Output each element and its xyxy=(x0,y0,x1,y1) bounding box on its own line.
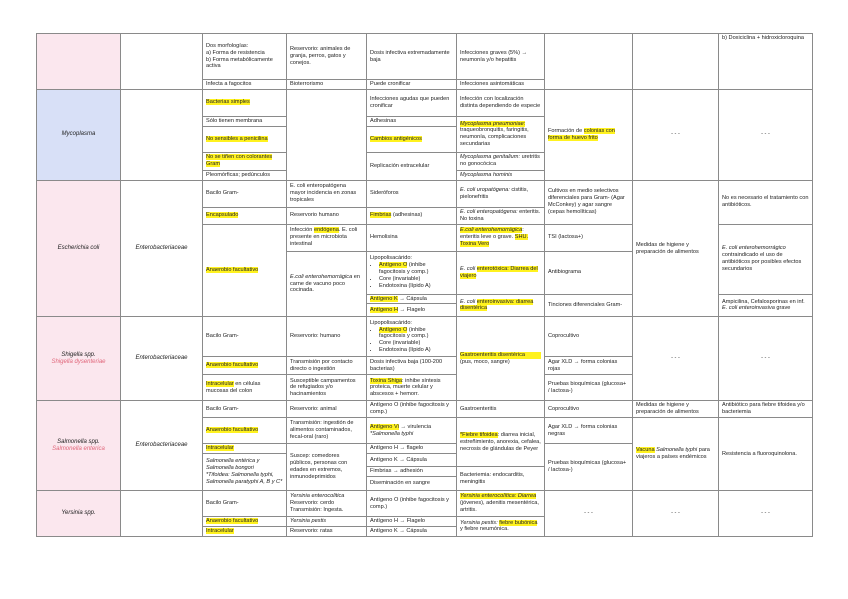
morphology-cell: Intracelular en células mucosas del colon xyxy=(203,375,287,401)
epidemiology-cell: Bioterrorismo xyxy=(287,80,367,90)
morphology-cell: No se tiñen con colorantes Gram xyxy=(203,152,287,170)
organism-name-shigella: Shigella spp. Shigella dysenteriae xyxy=(37,317,121,401)
morphology-cell: Sólo tienen membrana xyxy=(203,116,287,126)
prevention-cell: Medidas de higiene y preparación de alimentos xyxy=(633,401,719,418)
clinical-cell: Mycoplasma pneumoniae: traqueobronquitis, faringitis, neumonía, complicaciones secundarias xyxy=(457,116,545,152)
morphology-cell: Bacilo Gram- xyxy=(203,180,287,207)
pathogenesis-cell: Antígeno H → Flagelo xyxy=(367,517,457,527)
pathogenesis-cell: Cambios antigénicos xyxy=(367,126,457,152)
pathogenesis-cell: Antígeno K → Cápsula xyxy=(367,454,457,467)
clinical-cell: Infecciones asintomáticas xyxy=(457,80,545,90)
treatment-cell: - - - xyxy=(719,491,813,537)
pathogenesis-cell: Antígeno H → Flagelo xyxy=(367,304,457,317)
clinical-cell: Infecciones graves (5%) → neumonía y/o hepatitis xyxy=(457,34,545,80)
pathogenesis-cell: Infecciones agudas que pueden cronificar xyxy=(367,89,457,116)
diagnosis-cell xyxy=(545,34,633,90)
pathogenesis-cell: Hemolisina xyxy=(367,224,457,251)
diagnosis-cell: Pruebas bioquímicas (glucosa+ / lactosa-) xyxy=(545,444,633,491)
clinical-cell: E. coli enteroinvasiva: diarrea disentérica xyxy=(457,294,545,317)
diagnosis-cell: Agar XLD → forma colonias negras xyxy=(545,418,633,444)
treatment-cell: Resistencia a fluoroquinolona. xyxy=(719,418,813,491)
pathogenesis-cell: Fimbrias (adhesinas) xyxy=(367,207,457,224)
lps-list xyxy=(370,327,453,355)
list-item: • Core (invariable) xyxy=(379,276,453,283)
prevention-cell: Vacuna Salmonella typhi para viajeros a países endémicos xyxy=(633,418,719,491)
diagnosis-cell: - - - xyxy=(545,491,633,537)
family-cell xyxy=(121,491,203,537)
list-item: • Antígeno O (inhibe fagocitosis y comp.) xyxy=(379,327,453,341)
morphology-cell: Dos morfologías: a) Forma de resistencia b) Forma metabólicamente activa xyxy=(203,34,287,80)
treatment-cell: Ampicilina, Cefalosporinas en inf. E. coli enteroinvasiva grave xyxy=(719,294,813,317)
pathogenesis-cell: Antígeno K → Cápsula xyxy=(367,294,457,304)
epidemiology-cell: Reservorio: animal xyxy=(287,401,367,418)
clinical-cell: Yersinia enterocolítica: Diarrea (jóvenes), adenitis mesentérica, artritis. xyxy=(457,491,545,517)
prevention-cell: - - - xyxy=(633,491,719,537)
epidemiology-cell: Reservorio: animales de granja, perros, gatos y conejos. xyxy=(287,34,367,80)
family-name: Enterobacteriaceae xyxy=(121,180,203,317)
diagnosis-cell: Agar XLD → forma colonias rojas xyxy=(545,357,633,375)
diagnosis-cell: Pruebas bioquímicas (glucosa+ / lactosa-) xyxy=(545,375,633,401)
morphology-cell: Anaerobio facultativo xyxy=(203,357,287,375)
treatment-cell: Antibiótico para fiebre tifoidea y/o bacteriemia xyxy=(719,401,813,418)
treatment-cell: - - - xyxy=(719,317,813,401)
clinical-cell: E. coli enterotóxica: Diarrea del viajero xyxy=(457,251,545,294)
prevention-cell: Medidas de higiene y preparación de alimentos xyxy=(633,180,719,317)
clinical-cell: Mycoplasma genitalium: uretritis no gonocócica xyxy=(457,152,545,170)
diagnosis-cell: Cultivos en medio selectivos diferenciales para Gram- (Agar McConkey) y agar sangre (cepas hemolíticas) xyxy=(545,180,633,224)
clinical-cell: E.coli enterohemorrágica: enteritis leve o grave. SHU. Toxina Vero xyxy=(457,224,545,251)
family-name: Enterobacteriaceae xyxy=(121,317,203,401)
list-item: • Core (invariable) xyxy=(379,340,453,347)
pathogenesis-cell: Replicación extracelular xyxy=(367,152,457,180)
pathogenesis-cell: Diseminación en sangre xyxy=(367,477,457,491)
list-item: • Antígeno O (inhibe fagocitosis y comp.) xyxy=(379,262,453,276)
pathogenesis-cell: Antígeno O (inhibe fagocitosis y comp.) xyxy=(367,401,457,418)
diagnosis-cell: TSI (lactosa+) xyxy=(545,224,633,251)
treatment-cell: - - - xyxy=(719,89,813,180)
morphology-cell: Bacilo Gram- xyxy=(203,491,287,517)
clinical-cell: Yersinia pestis: fiebre bubónica y fiebre neumónica. xyxy=(457,517,545,537)
pathogenesis-cell: Lipopolisacárido: • Antígeno O (inhibe fagocitosis y comp.) • Core (invariable) • Endotoxina (lípido A) xyxy=(367,317,457,357)
epidemiology-cell: E.coli enterohemorrágica en carne de vacuno poco cocinada. xyxy=(287,251,367,317)
morphology-cell: Bacilo Gram- xyxy=(203,401,287,418)
document-table-wrapper xyxy=(36,33,812,537)
epidemiology-cell: Yersinia pestis xyxy=(287,517,367,527)
epidemiology-cell: Reservorio: ratas xyxy=(287,526,367,536)
clinical-cell: Mycoplasma hominis xyxy=(457,170,545,180)
epidemiology-cell xyxy=(287,89,367,180)
organism-name-ecoli: Escherichia coli xyxy=(37,180,121,317)
organism-name-yersinia: Yersinia spp. xyxy=(37,491,121,537)
morphology-cell: Anaerobio facultativo xyxy=(203,517,287,527)
family-cell xyxy=(121,89,203,180)
pathogenesis-cell: Sideróforos xyxy=(367,180,457,207)
organism-name-salmonella: Salmonella spp. Salmonella enterica xyxy=(37,401,121,491)
pathogenesis-cell: Fimbrias → adhesión xyxy=(367,467,457,477)
epidemiology-cell: Transmisión por contacto directo o ingestión xyxy=(287,357,367,375)
prevention-cell: - - - xyxy=(633,89,719,180)
morphology-cell: No sensibles a penicilina xyxy=(203,126,287,152)
morphology-cell: Intracelular xyxy=(203,444,287,454)
pathogenesis-cell: Antígeno Vi → virulencia *Salmonella typhi xyxy=(367,418,457,444)
family-name: Enterobacteriaceae xyxy=(121,401,203,491)
treatment-cell: E. coli enterohemorrágico contraindicado el uso de antibióticos por posibles efectos secundarios xyxy=(719,224,813,294)
list-item: • Endotoxina (lípido A) xyxy=(379,347,453,354)
clinical-cell: Infección con localización distinta dependiendo de especie xyxy=(457,89,545,116)
morphology-cell: Pleomórficas; pedúnculos xyxy=(203,170,287,180)
treatment-cell: No es necesario el tratamiento con antibióticos. xyxy=(719,180,813,224)
lps-list xyxy=(370,262,453,290)
organism-name-mycoplasma: Mycoplasma xyxy=(37,89,121,180)
morphology-cell: Intracelular xyxy=(203,526,287,536)
epidemiology-cell: Susceptible campamentos de refugiados y/o hacinamientos xyxy=(287,375,367,401)
pathogenesis-cell: Puede cronificar xyxy=(367,80,457,90)
prevention-cell xyxy=(633,34,719,90)
pathogenesis-cell: Dosis infectiva extremadamente baja xyxy=(367,34,457,80)
clinical-cell: E. coli enteropatógena: enteritis. No toxina xyxy=(457,207,545,224)
epidemiology-cell: Reservorio humano xyxy=(287,207,367,224)
prevention-cell: - - - xyxy=(633,317,719,401)
morphology-cell: Anaerobio facultativo xyxy=(203,418,287,444)
organism-cell xyxy=(37,34,121,90)
pathogenesis-cell: Toxina Shiga: inhibe síntesis proteica, muerte celular y abscesos + hemorr. xyxy=(367,375,457,401)
clinical-cell: Bacteriemia: endocarditis, meningitis xyxy=(457,467,545,491)
clinical-cell: Gastroenteritis xyxy=(457,401,545,418)
epidemiology-cell: E. coli enteropatógena mayor incidencia en zonas tropicales xyxy=(287,180,367,207)
morphology-cell: Infecta a fagocitos xyxy=(203,80,287,90)
diagnosis-cell: Coprocultivo xyxy=(545,317,633,357)
morphology-cell: Salmonella entérica y Salmonella bongori *Tifoidea: Salmonella typhi, Salmonella paratyphi A, B y C* xyxy=(203,454,287,491)
morphology-cell: Anaerobio facultativo xyxy=(203,224,287,317)
morphology-cell: Bacterias simples xyxy=(203,89,287,116)
diagnosis-cell: Antibiograma xyxy=(545,251,633,294)
pathogenesis-cell: Antígeno O (inhibe fagocitosis y comp.) xyxy=(367,491,457,517)
morphology-cell: Encapsulado xyxy=(203,207,287,224)
pathogenesis-cell: Antígeno H → flagelo xyxy=(367,444,457,454)
clinical-cell: E. coli uropatógena: cistitis, pielonefritis xyxy=(457,180,545,207)
list-item: • Endotoxina (lípido A) xyxy=(379,283,453,290)
epidemiology-cell: Transmisión: ingestión de alimentos contaminados, fecal-oral (raro) xyxy=(287,418,367,444)
diagnosis-cell: Coprocultivo xyxy=(545,401,633,418)
family-cell xyxy=(121,34,203,90)
bacteria-table xyxy=(36,33,813,537)
epidemiology-cell: Suscep: comedores públicos, personas con edades en extremos, inmunodeprimidos xyxy=(287,444,367,491)
pathogenesis-cell: Antígeno K → Cápsula xyxy=(367,526,457,536)
pathogenesis-cell: Adhesinas xyxy=(367,116,457,126)
epidemiology-cell: Reservorio: humano xyxy=(287,317,367,357)
clinical-cell: Gastroenteritis disentérica (pus, moco, sangre) xyxy=(457,317,545,401)
epidemiology-cell: Infección endógena. E. coli presente en microbiota intestinal xyxy=(287,224,367,251)
diagnosis-cell: Tinciones diferenciales Gram- xyxy=(545,294,633,317)
morphology-cell: Bacilo Gram- xyxy=(203,317,287,357)
epidemiology-cell: Yersinia enterocolitica Reservorio: cerdo Transmisión: Ingesta. xyxy=(287,491,367,517)
clinical-cell: *Fiebre tifoidea: diarrea inicial, estreñimiento, anorexia, cefalea, necrosis de glándulas de Peyer xyxy=(457,418,545,467)
treatment-cell: b) Doxiciclina + hidroxicloroquina xyxy=(719,34,813,90)
pathogenesis-cell: Lipopolisacárido: • Antígeno O (inhibe fagocitosis y comp.) • Core (invariable) • Endotoxina (lípido A) xyxy=(367,251,457,294)
diagnosis-cell: Formación de colonias con forma de huevo frito xyxy=(545,89,633,180)
pathogenesis-cell: Dosis infectiva baja (100-200 bacterias) xyxy=(367,357,457,375)
